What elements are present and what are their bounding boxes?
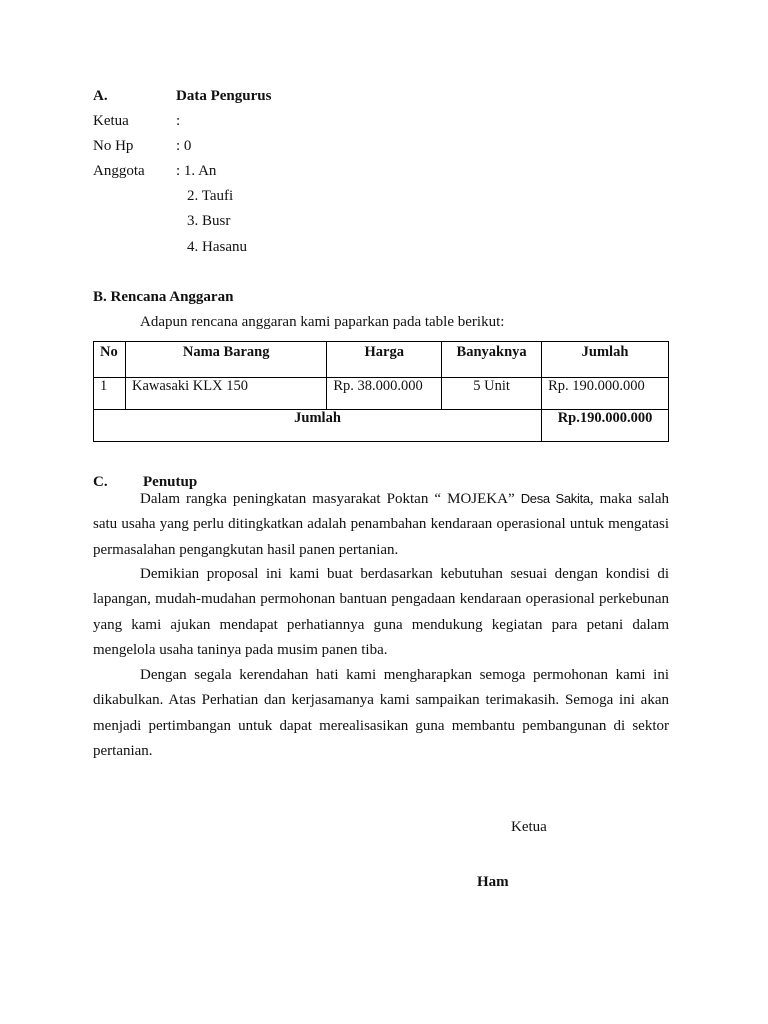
paragraph-3 bbox=[93, 663, 669, 764]
header-no: No bbox=[94, 342, 126, 378]
table-total-row bbox=[94, 410, 669, 442]
header-banyaknya: Banyaknya bbox=[442, 342, 542, 378]
member-3: 3. Busr bbox=[187, 213, 231, 229]
table-row bbox=[94, 378, 669, 410]
ketua-value: : bbox=[176, 113, 181, 129]
paragraph-2 bbox=[93, 562, 669, 663]
nohp-label: No Hp bbox=[93, 138, 134, 154]
cell-jumlah: Rp. 190.000.000 bbox=[542, 378, 669, 410]
signature-name: Ham bbox=[477, 874, 509, 890]
section-a-marker: A. bbox=[93, 88, 108, 104]
paragraph-1-place: Desa Sakita bbox=[520, 491, 590, 506]
paragraph-1 bbox=[93, 486, 669, 563]
paragraph-2-text: Demikian proposal ini kami buat berdasarkan kebutuhan sesuai dengan kondisi di lapangan, mudah-mudahan permohonan bantuan pengadaan kendaraan operasional perkebunan yang kami ajukan mendapat perhatiannya guna mendukung kegiatan para petani dalam mengelola usaha taninya pada musim panen tiba. bbox=[93, 566, 669, 658]
total-label: Jumlah bbox=[94, 410, 542, 442]
header-jumlah: Jumlah bbox=[542, 342, 669, 378]
header-nama-barang: Nama Barang bbox=[125, 342, 326, 378]
budget-table bbox=[93, 341, 669, 442]
section-b-title: B. Rencana Anggaran bbox=[93, 289, 234, 305]
cell-nama-barang: Kawasaki KLX 150 bbox=[125, 378, 326, 410]
paragraph-1-text-b: , maka salah satu usaha yang perlu ditingkatkan adalah penambahan kendaraan operasional untuk mengatasi permasalahan pengangkutan hasil panen pertanian. bbox=[93, 491, 670, 558]
section-c-title: Penutup bbox=[143, 474, 198, 490]
nohp-value: : 0 bbox=[176, 138, 192, 154]
cell-no: 1 bbox=[94, 378, 126, 410]
section-a-title: Data Pengurus bbox=[176, 88, 272, 104]
signature-role: Ketua bbox=[511, 819, 547, 835]
anggota-label: Anggota bbox=[93, 163, 145, 179]
table-header-row bbox=[94, 342, 669, 378]
anggota-value: : 1. An bbox=[176, 163, 217, 179]
paragraph-1-text-a: Dalam rangka peningkatan masyarakat Poktan “ MOJEKA” bbox=[140, 491, 515, 507]
header-harga: Harga bbox=[327, 342, 442, 378]
paragraph-3-text: Dengan segala kerendahan hati kami mengharapkan semoga permohonan kami ini dikabulkan. Atas Perhatian dan kerjasamanya kami sampaikan terimakasih. Semoga ini akan menjadi pertimbangan untuk dapat merealisasikan guna membantu pembangunan di sektor pertanian. bbox=[93, 667, 669, 759]
section-b-intro: Adapun rencana anggaran kami paparkan pada table berikut: bbox=[140, 314, 505, 330]
cell-harga: Rp. 38.000.000 bbox=[327, 378, 442, 410]
member-4: 4. Hasanu bbox=[187, 239, 247, 255]
member-2: 2. Taufi bbox=[187, 188, 234, 204]
cell-banyaknya: 5 Unit bbox=[442, 378, 542, 410]
total-value: Rp.190.000.000 bbox=[542, 410, 669, 442]
ketua-label: Ketua bbox=[93, 113, 129, 129]
section-c-marker: C. bbox=[93, 474, 108, 490]
